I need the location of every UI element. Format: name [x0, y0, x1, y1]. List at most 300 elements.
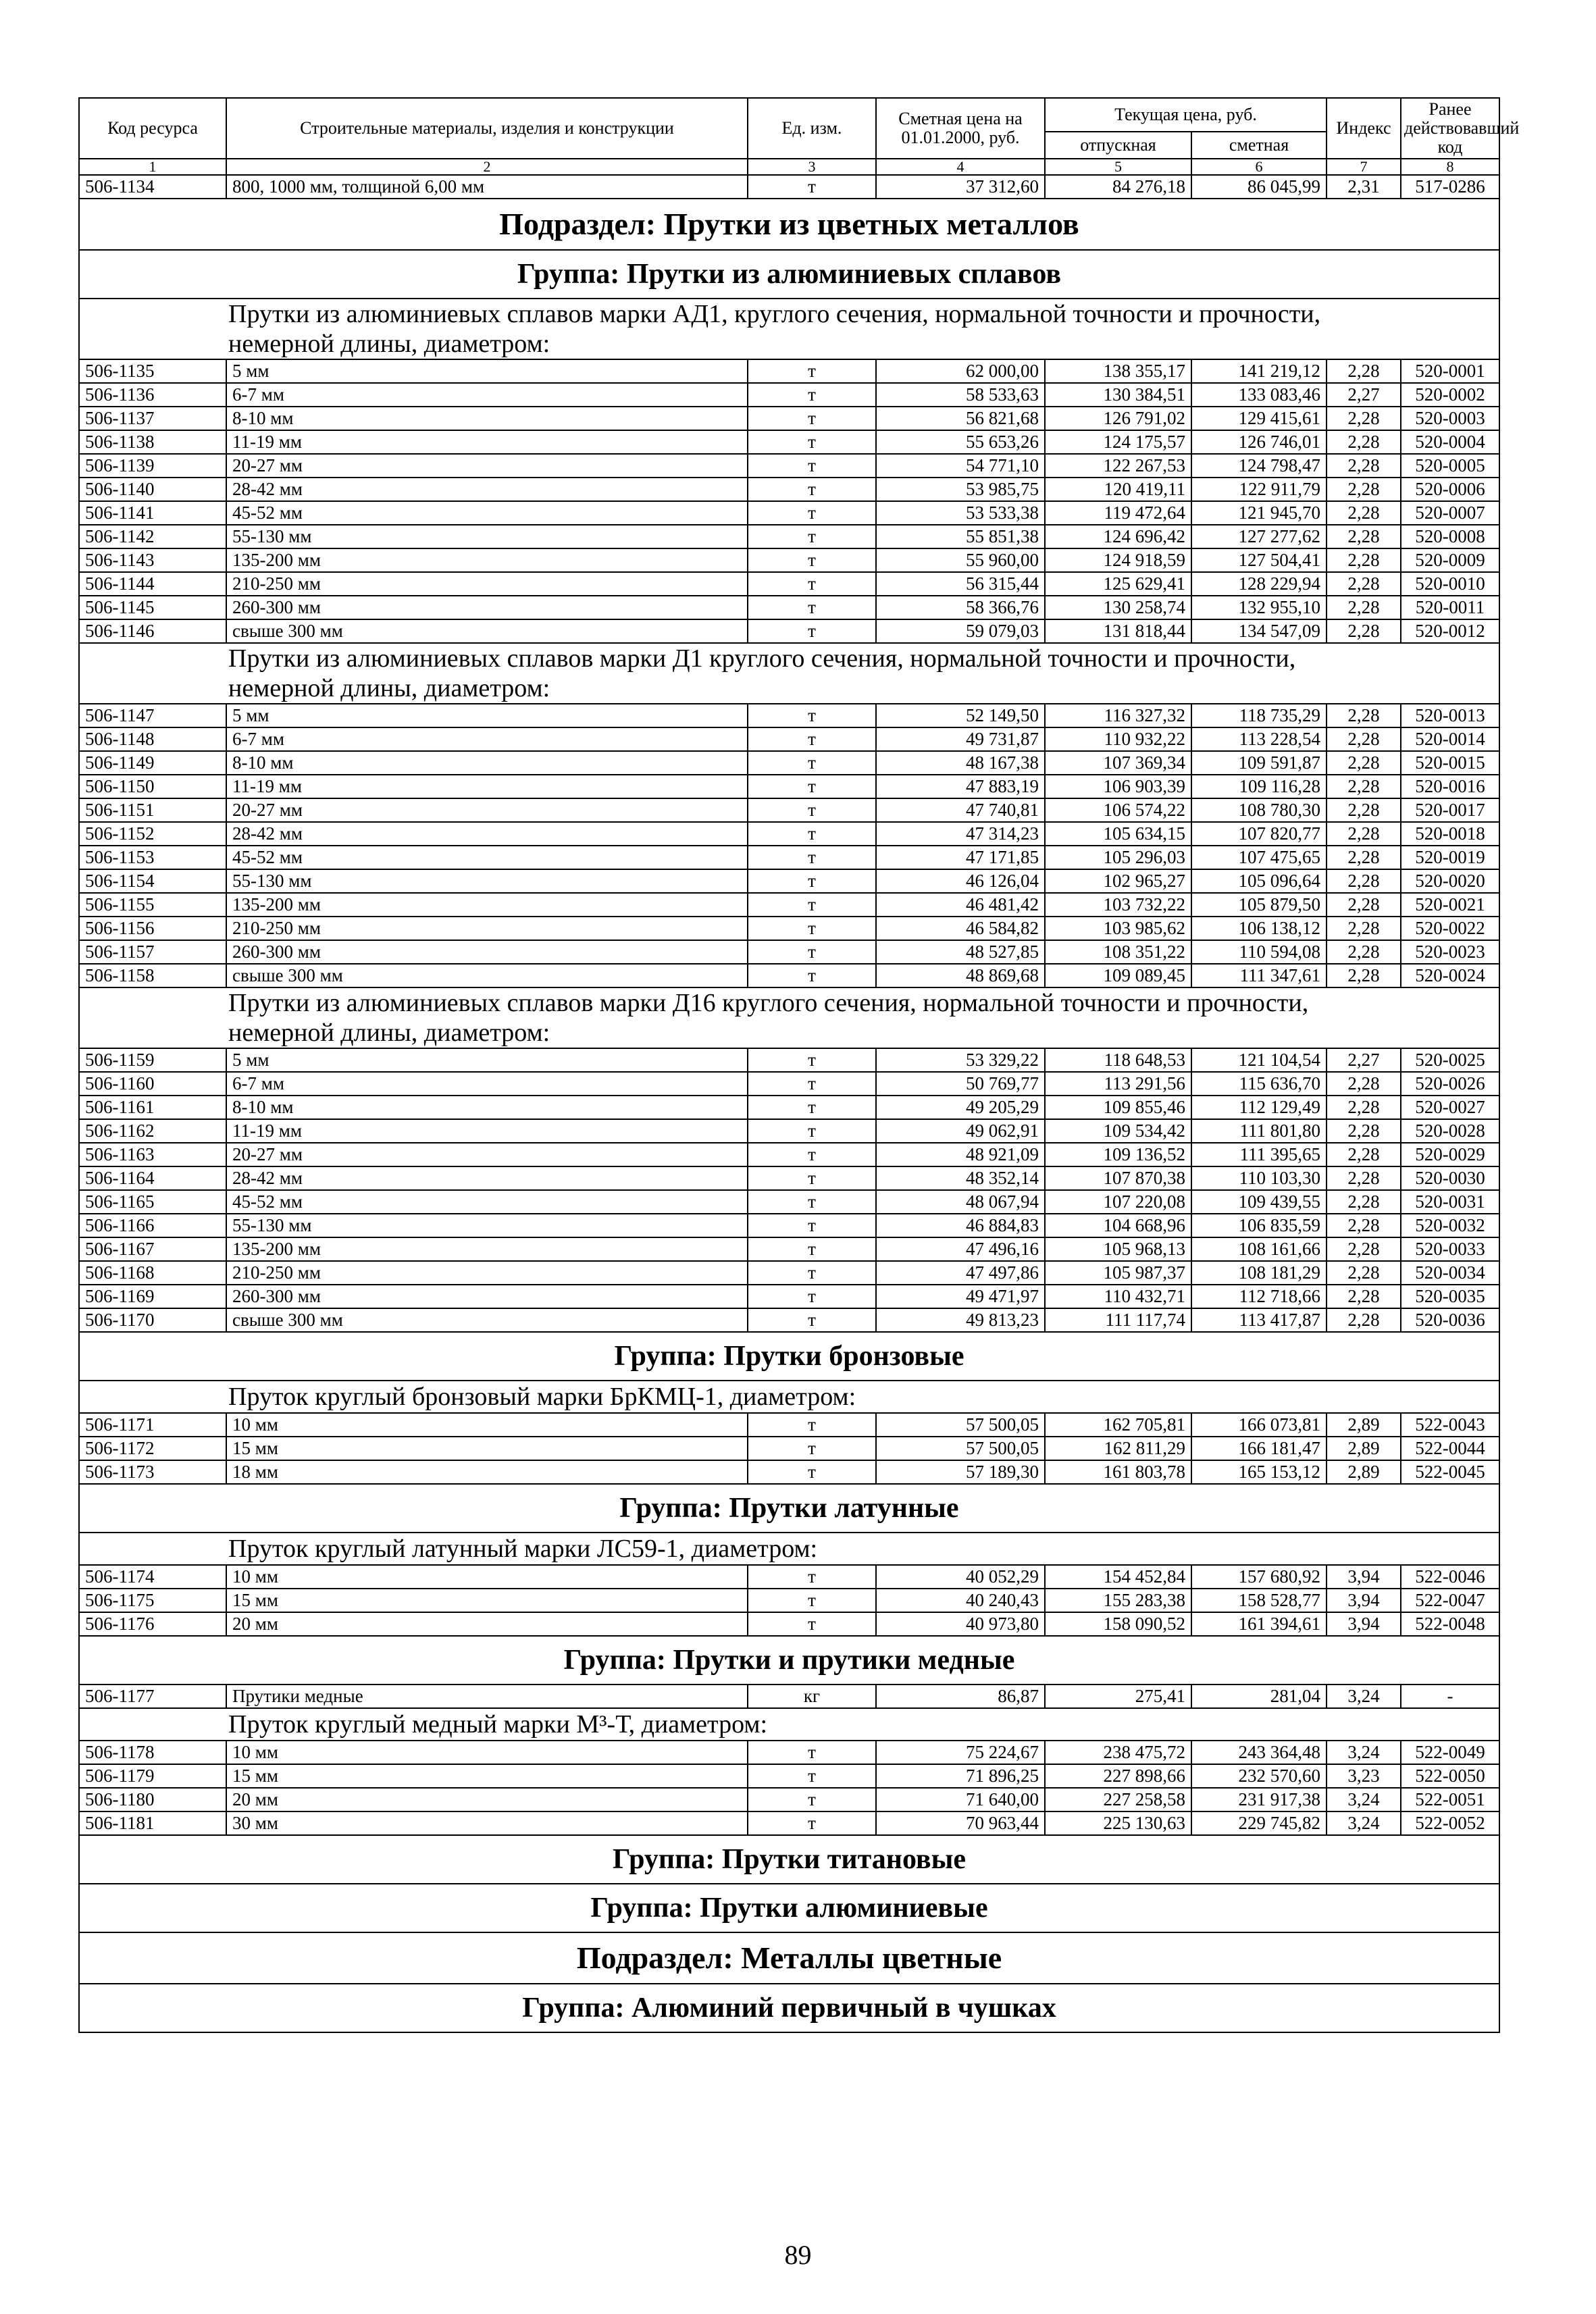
old-code: 520-0009	[1401, 548, 1499, 572]
wholesale-price: 107 870,38	[1045, 1166, 1191, 1190]
base-price: 55 960,00	[876, 548, 1045, 572]
base-price: 46 584,82	[876, 917, 1045, 940]
estimate-price: 133 083,46	[1191, 383, 1327, 407]
base-price: 48 527,85	[876, 940, 1045, 964]
unit: т	[748, 917, 876, 940]
group-description	[79, 1708, 1499, 1741]
price-index: 2,28	[1327, 1096, 1401, 1119]
price-index: 3,23	[1327, 1764, 1401, 1788]
base-price: 53 533,38	[876, 501, 1045, 525]
price-index: 2,28	[1327, 775, 1401, 798]
material-name: 28-42 мм	[226, 1166, 748, 1190]
price-table	[78, 97, 1520, 2033]
old-code: 520-0004	[1401, 430, 1499, 454]
resource-code: 506-1158	[79, 964, 226, 987]
resource-code: 506-1153	[79, 846, 226, 869]
estimate-price: 113 417,87	[1191, 1308, 1327, 1332]
material-name: 20-27 мм	[226, 454, 748, 478]
price-index: 2,28	[1327, 430, 1401, 454]
price-index: 3,94	[1327, 1589, 1401, 1612]
old-code: 520-0018	[1401, 822, 1499, 846]
unit: т	[748, 407, 876, 430]
material-name: 5 мм	[226, 1048, 748, 1072]
price-index: 2,28	[1327, 525, 1401, 548]
estimate-price: 134 547,09	[1191, 619, 1327, 643]
price-index: 2,28	[1327, 1072, 1401, 1096]
material-name: 10 мм	[226, 1565, 748, 1589]
price-index: 2,31	[1327, 175, 1401, 199]
unit: т	[748, 1166, 876, 1190]
estimate-price: 108 780,30	[1191, 798, 1327, 822]
material-name: Прутики медные	[226, 1685, 748, 1708]
estimate-price: 243 364,48	[1191, 1741, 1327, 1764]
wholesale-price: 124 696,42	[1045, 525, 1191, 548]
header-unit: Ед. изм.	[748, 98, 876, 159]
table-row	[79, 1589, 1499, 1612]
material-name: 55-130 мм	[226, 1214, 748, 1237]
column-number: 6	[1191, 159, 1327, 175]
old-code: 520-0015	[1401, 751, 1499, 775]
material-name: 28-42 мм	[226, 822, 748, 846]
estimate-price: 105 096,64	[1191, 869, 1327, 893]
resource-code: 506-1157	[79, 940, 226, 964]
subsection-heading-row	[79, 199, 1499, 250]
resource-code: 506-1142	[79, 525, 226, 548]
unit: т	[748, 1237, 876, 1261]
material-name: 45-52 мм	[226, 846, 748, 869]
table-row	[79, 501, 1499, 525]
old-code: 520-0021	[1401, 893, 1499, 917]
material-name: 11-19 мм	[226, 1119, 748, 1143]
base-price: 54 771,10	[876, 454, 1045, 478]
column-number: 7	[1327, 159, 1401, 175]
wholesale-price: 155 283,38	[1045, 1589, 1191, 1612]
old-code: 520-0036	[1401, 1308, 1499, 1332]
table-row	[79, 846, 1499, 869]
wholesale-price: 227 258,58	[1045, 1788, 1191, 1811]
unit: т	[748, 822, 876, 846]
unit: т	[748, 1811, 876, 1835]
base-price: 47 883,19	[876, 775, 1045, 798]
base-price: 71 640,00	[876, 1788, 1045, 1811]
wholesale-price: 131 818,44	[1045, 619, 1191, 643]
base-price: 48 067,94	[876, 1190, 1045, 1214]
group-description	[79, 1533, 1499, 1565]
price-index: 2,28	[1327, 1119, 1401, 1143]
group-description	[79, 987, 1499, 1048]
material-name: 135-200 мм	[226, 548, 748, 572]
description-line: немерной длины, диаметром:	[228, 1019, 550, 1047]
price-index: 3,24	[1327, 1788, 1401, 1811]
table-row	[79, 1788, 1499, 1811]
base-price: 58 533,63	[876, 383, 1045, 407]
material-name: 45-52 мм	[226, 501, 748, 525]
unit: т	[748, 1612, 876, 1636]
material-name: 20 мм	[226, 1612, 748, 1636]
price-index: 3,94	[1327, 1612, 1401, 1636]
wholesale-price: 110 432,71	[1045, 1285, 1191, 1308]
table-row	[79, 1612, 1499, 1636]
unit: т	[748, 1143, 876, 1166]
resource-code: 506-1140	[79, 478, 226, 501]
unit: т	[748, 501, 876, 525]
unit: т	[748, 619, 876, 643]
old-code: 520-0031	[1401, 1190, 1499, 1214]
resource-code: 506-1164	[79, 1166, 226, 1190]
material-name: 10 мм	[226, 1741, 748, 1764]
estimate-price: 121 945,70	[1191, 501, 1327, 525]
old-code: 522-0051	[1401, 1788, 1499, 1811]
wholesale-price: 138 355,17	[1045, 359, 1191, 383]
old-code: 520-0020	[1401, 869, 1499, 893]
description-row	[79, 1708, 1499, 1741]
old-code: 520-0029	[1401, 1143, 1499, 1166]
table-row	[79, 1143, 1499, 1166]
estimate-price: 110 103,30	[1191, 1166, 1327, 1190]
base-price: 46 481,42	[876, 893, 1045, 917]
material-name: свыше 300 мм	[226, 964, 748, 987]
unit: т	[748, 964, 876, 987]
table-row	[79, 704, 1499, 727]
old-code: 520-0022	[1401, 917, 1499, 940]
resource-code: 506-1173	[79, 1460, 226, 1484]
estimate-price: 166 073,81	[1191, 1413, 1327, 1437]
base-price: 57 500,05	[876, 1437, 1045, 1460]
wholesale-price: 107 220,08	[1045, 1190, 1191, 1214]
resource-code: 506-1179	[79, 1764, 226, 1788]
estimate-price: 109 591,87	[1191, 751, 1327, 775]
unit: т	[748, 1308, 876, 1332]
wholesale-price: 105 296,03	[1045, 846, 1191, 869]
table-row	[79, 1237, 1499, 1261]
description-line: Пруток круглый бронзовый марки БрКМЦ-1, диаметром:	[228, 1383, 856, 1411]
group-heading: Группа: Прутки латунные	[79, 1484, 1499, 1533]
wholesale-price: 162 811,29	[1045, 1437, 1191, 1460]
group-heading: Группа: Прутки бронзовые	[79, 1332, 1499, 1381]
estimate-price: 141 219,12	[1191, 359, 1327, 383]
group-description	[79, 1381, 1499, 1413]
price-index: 2,28	[1327, 751, 1401, 775]
column-number: 5	[1045, 159, 1191, 175]
resource-code: 506-1134	[79, 175, 226, 199]
table-row	[79, 407, 1499, 430]
estimate-price: 108 161,66	[1191, 1237, 1327, 1261]
table-row	[79, 1072, 1499, 1096]
description-row	[79, 643, 1499, 704]
resource-code: 506-1160	[79, 1072, 226, 1096]
subsection-heading: Подраздел: Прутки из цветных металлов	[79, 199, 1499, 250]
table-row	[79, 1413, 1499, 1437]
wholesale-price: 275,41	[1045, 1685, 1191, 1708]
material-name: 20 мм	[226, 1788, 748, 1811]
subsection-heading: Подраздел: Металлы цветные	[79, 1932, 1499, 1984]
price-index: 2,28	[1327, 548, 1401, 572]
table-row	[79, 775, 1499, 798]
old-code: 522-0046	[1401, 1565, 1499, 1589]
wholesale-price: 103 732,22	[1045, 893, 1191, 917]
group-heading-row	[79, 1484, 1499, 1533]
price-index: 2,28	[1327, 869, 1401, 893]
table-row	[79, 1741, 1499, 1764]
group-heading-row	[79, 250, 1499, 299]
header-estimate: сметная	[1191, 132, 1327, 159]
unit: т	[748, 1764, 876, 1788]
old-code: 520-0027	[1401, 1096, 1499, 1119]
table-row	[79, 1811, 1499, 1835]
header-wholesale: отпускная	[1045, 132, 1191, 159]
old-code: 520-0033	[1401, 1237, 1499, 1261]
old-code: 520-0011	[1401, 596, 1499, 619]
old-code: 520-0034	[1401, 1261, 1499, 1285]
description-row	[79, 1381, 1499, 1413]
description-line: Пруток круглый медный марки М³-Т, диаметром:	[228, 1710, 767, 1739]
estimate-price: 111 347,61	[1191, 964, 1327, 987]
material-name: 20-27 мм	[226, 1143, 748, 1166]
unit: т	[748, 1048, 876, 1072]
estimate-price: 109 439,55	[1191, 1190, 1327, 1214]
resource-code: 506-1169	[79, 1285, 226, 1308]
description-line: Прутки из алюминиевых сплавов марки АД1, круглого сечения, нормальной точности и прочности,	[228, 300, 1321, 328]
price-index: 2,28	[1327, 917, 1401, 940]
unit: т	[748, 1788, 876, 1811]
old-code: 522-0050	[1401, 1764, 1499, 1788]
unit: т	[748, 704, 876, 727]
old-code: 522-0052	[1401, 1811, 1499, 1835]
resource-code: 506-1150	[79, 775, 226, 798]
subsection-heading-row	[79, 1932, 1499, 1984]
resource-code: 506-1170	[79, 1308, 226, 1332]
price-index: 2,28	[1327, 454, 1401, 478]
header-name: Строительные материалы, изделия и конструкции	[226, 98, 748, 159]
price-document	[78, 97, 1520, 2033]
resource-code: 506-1172	[79, 1437, 226, 1460]
group-heading-row	[79, 1984, 1499, 2032]
old-code: 522-0044	[1401, 1437, 1499, 1460]
price-index: 2,89	[1327, 1460, 1401, 1484]
unit: т	[748, 572, 876, 596]
material-name: 55-130 мм	[226, 869, 748, 893]
table-row	[79, 1261, 1499, 1285]
material-name: 260-300 мм	[226, 596, 748, 619]
base-price: 48 352,14	[876, 1166, 1045, 1190]
table-row	[79, 893, 1499, 917]
price-index: 3,24	[1327, 1741, 1401, 1764]
group-heading: Группа: Прутки и прутики медные	[79, 1636, 1499, 1685]
group-heading-row	[79, 1884, 1499, 1932]
estimate-price: 158 528,77	[1191, 1589, 1327, 1612]
estimate-price: 127 277,62	[1191, 525, 1327, 548]
material-name: 5 мм	[226, 704, 748, 727]
resource-code: 506-1168	[79, 1261, 226, 1285]
unit: кг	[748, 1685, 876, 1708]
wholesale-price: 162 705,81	[1045, 1413, 1191, 1437]
material-name: 135-200 мм	[226, 1237, 748, 1261]
estimate-price: 231 917,38	[1191, 1788, 1327, 1811]
old-code: 520-0005	[1401, 454, 1499, 478]
unit: т	[748, 1741, 876, 1764]
price-index: 2,28	[1327, 1143, 1401, 1166]
wholesale-price: 158 090,52	[1045, 1612, 1191, 1636]
wholesale-price: 105 987,37	[1045, 1261, 1191, 1285]
base-price: 48 167,38	[876, 751, 1045, 775]
resource-code: 506-1162	[79, 1119, 226, 1143]
price-index: 2,28	[1327, 1261, 1401, 1285]
unit: т	[748, 1460, 876, 1484]
table-body	[79, 175, 1499, 2032]
table-row	[79, 964, 1499, 987]
base-price: 49 471,97	[876, 1285, 1045, 1308]
old-code: 520-0025	[1401, 1048, 1499, 1072]
resource-code: 506-1139	[79, 454, 226, 478]
base-price: 57 189,30	[876, 1460, 1045, 1484]
price-index: 2,28	[1327, 846, 1401, 869]
wholesale-price: 110 932,22	[1045, 727, 1191, 751]
wholesale-price: 161 803,78	[1045, 1460, 1191, 1484]
wholesale-price: 105 634,15	[1045, 822, 1191, 846]
unit: т	[748, 430, 876, 454]
estimate-price: 161 394,61	[1191, 1612, 1327, 1636]
estimate-price: 124 798,47	[1191, 454, 1327, 478]
old-code: 520-0014	[1401, 727, 1499, 751]
table-row	[79, 727, 1499, 751]
wholesale-price: 111 117,74	[1045, 1308, 1191, 1332]
table-row	[79, 359, 1499, 383]
unit: т	[748, 1285, 876, 1308]
old-code: 522-0047	[1401, 1589, 1499, 1612]
wholesale-price: 118 648,53	[1045, 1048, 1191, 1072]
material-name: 210-250 мм	[226, 1261, 748, 1285]
resource-code: 506-1137	[79, 407, 226, 430]
unit: т	[748, 1096, 876, 1119]
unit: т	[748, 548, 876, 572]
resource-code: 506-1143	[79, 548, 226, 572]
price-index: 2,89	[1327, 1437, 1401, 1460]
resource-code: 506-1167	[79, 1237, 226, 1261]
base-price: 49 731,87	[876, 727, 1045, 751]
material-name: 6-7 мм	[226, 383, 748, 407]
resource-code: 506-1141	[79, 501, 226, 525]
base-price: 70 963,44	[876, 1811, 1045, 1835]
price-index: 2,28	[1327, 1285, 1401, 1308]
material-name: 135-200 мм	[226, 893, 748, 917]
resource-code: 506-1155	[79, 893, 226, 917]
unit: т	[748, 751, 876, 775]
price-index: 2,28	[1327, 596, 1401, 619]
table-row	[79, 478, 1499, 501]
wholesale-price: 106 574,22	[1045, 798, 1191, 822]
table-row	[79, 596, 1499, 619]
table-row	[79, 1565, 1499, 1589]
price-index: 2,89	[1327, 1413, 1401, 1437]
price-index: 3,24	[1327, 1685, 1401, 1708]
wholesale-price: 119 472,64	[1045, 501, 1191, 525]
table-row	[79, 383, 1499, 407]
table-row	[79, 1285, 1499, 1308]
resource-code: 506-1161	[79, 1096, 226, 1119]
wholesale-price: 122 267,53	[1045, 454, 1191, 478]
unit: т	[748, 1214, 876, 1237]
price-index: 2,28	[1327, 478, 1401, 501]
material-name: 800, 1000 мм, толщиной 6,00 мм	[226, 175, 748, 199]
table-row	[79, 525, 1499, 548]
base-price: 47 740,81	[876, 798, 1045, 822]
material-name: 210-250 мм	[226, 572, 748, 596]
resource-code: 506-1146	[79, 619, 226, 643]
group-heading: Группа: Алюминий первичный в чушках	[79, 1984, 1499, 2032]
unit: т	[748, 478, 876, 501]
old-code: 520-0001	[1401, 359, 1499, 383]
unit: т	[748, 454, 876, 478]
estimate-price: 112 129,49	[1191, 1096, 1327, 1119]
estimate-price: 86 045,99	[1191, 175, 1327, 199]
table-row	[79, 798, 1499, 822]
material-name: 10 мм	[226, 1413, 748, 1437]
unit: т	[748, 940, 876, 964]
material-name: 11-19 мм	[226, 775, 748, 798]
base-price: 59 079,03	[876, 619, 1045, 643]
wholesale-price: 109 136,52	[1045, 1143, 1191, 1166]
wholesale-price: 227 898,66	[1045, 1764, 1191, 1788]
old-code: 520-0019	[1401, 846, 1499, 869]
estimate-price: 111 395,65	[1191, 1143, 1327, 1166]
base-price: 62 000,00	[876, 359, 1045, 383]
material-name: 20-27 мм	[226, 798, 748, 822]
price-index: 2,28	[1327, 359, 1401, 383]
base-price: 56 821,68	[876, 407, 1045, 430]
old-code: 520-0023	[1401, 940, 1499, 964]
estimate-price: 113 228,54	[1191, 727, 1327, 751]
table-row	[79, 869, 1499, 893]
wholesale-price: 105 968,13	[1045, 1237, 1191, 1261]
column-number: 4	[876, 159, 1045, 175]
group-heading-row	[79, 1835, 1499, 1884]
table-row	[79, 1166, 1499, 1190]
estimate-price: 126 746,01	[1191, 430, 1327, 454]
group-heading-row	[79, 1636, 1499, 1685]
price-index: 2,28	[1327, 407, 1401, 430]
wholesale-price: 102 965,27	[1045, 869, 1191, 893]
resource-code: 506-1156	[79, 917, 226, 940]
wholesale-price: 104 668,96	[1045, 1214, 1191, 1237]
wholesale-price: 238 475,72	[1045, 1741, 1191, 1764]
table-row	[79, 1437, 1499, 1460]
wholesale-price: 126 791,02	[1045, 407, 1191, 430]
unit: т	[748, 1190, 876, 1214]
old-code: 520-0003	[1401, 407, 1499, 430]
price-index: 2,28	[1327, 964, 1401, 987]
unit: т	[748, 1119, 876, 1143]
resource-code: 506-1180	[79, 1788, 226, 1811]
estimate-price: 232 570,60	[1191, 1764, 1327, 1788]
old-code: 520-0024	[1401, 964, 1499, 987]
table-row	[79, 751, 1499, 775]
table-row	[79, 454, 1499, 478]
price-index: 2,28	[1327, 727, 1401, 751]
resource-code: 506-1163	[79, 1143, 226, 1166]
material-name: свыше 300 мм	[226, 1308, 748, 1332]
wholesale-price: 124 175,57	[1045, 430, 1191, 454]
base-price: 49 062,91	[876, 1119, 1045, 1143]
header-base-price: Сметная цена на 01.01.2000, руб.	[876, 98, 1045, 159]
estimate-price: 127 504,41	[1191, 548, 1327, 572]
table-row	[79, 430, 1499, 454]
unit: т	[748, 727, 876, 751]
old-code: 522-0045	[1401, 1460, 1499, 1484]
estimate-price: 165 153,12	[1191, 1460, 1327, 1484]
description-row	[79, 987, 1499, 1048]
price-index: 2,28	[1327, 1308, 1401, 1332]
old-code: 520-0007	[1401, 501, 1499, 525]
